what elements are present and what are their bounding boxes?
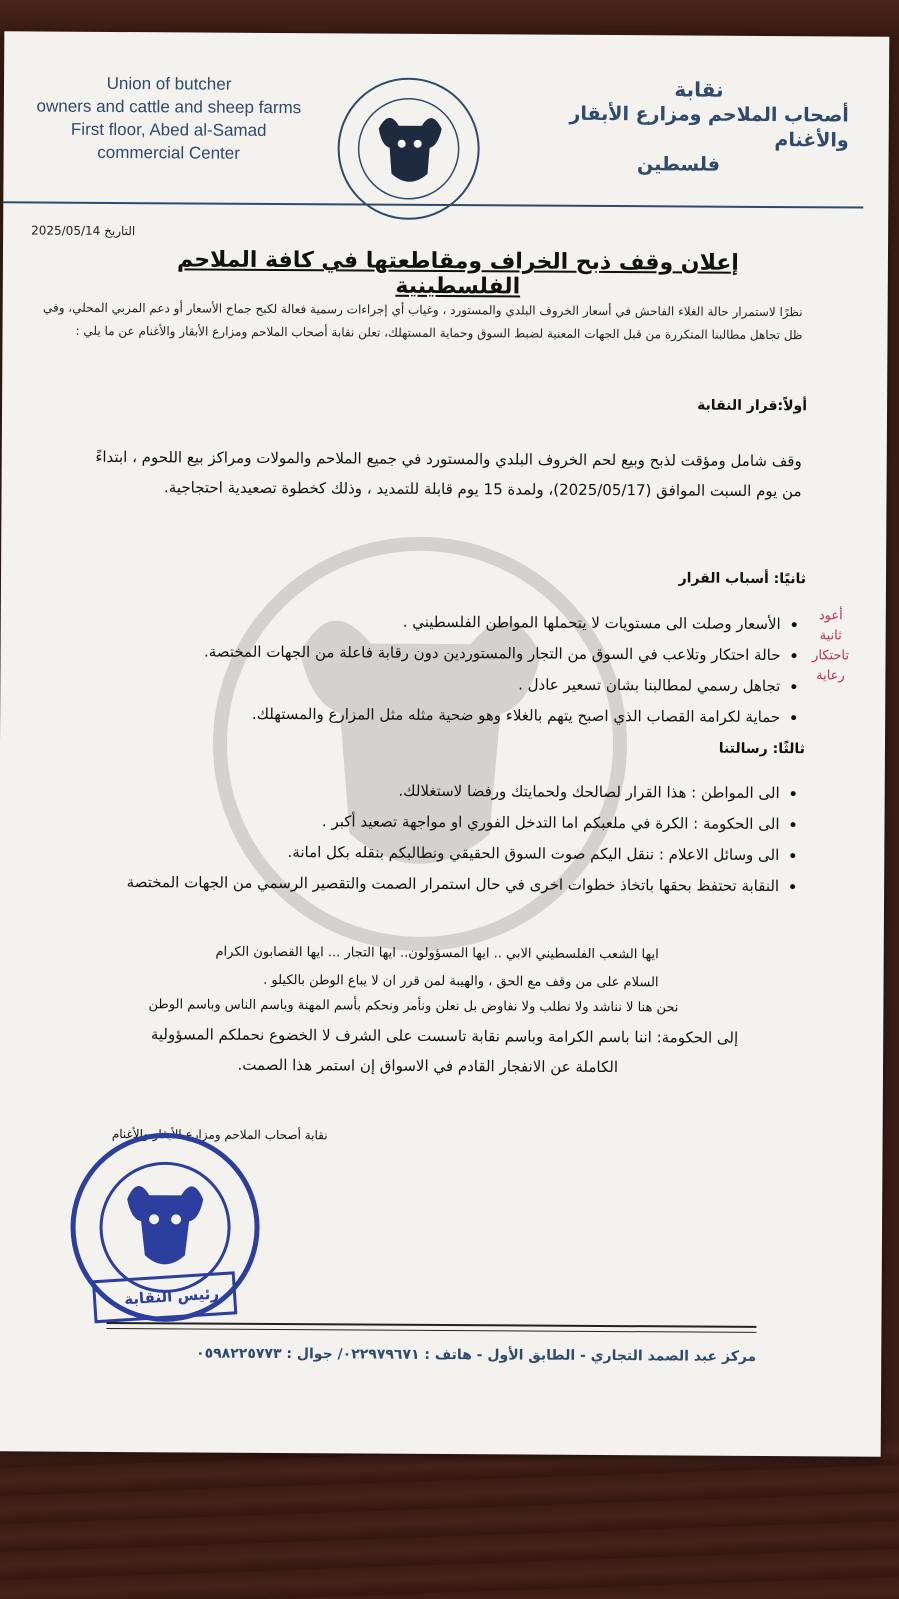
section2-heading: ثانيًا: أسباب القرار [678, 570, 807, 588]
list-item: • تجاهل رسمي لمطالبنا بشان تسعير عادل . [20, 666, 780, 702]
date-line [31, 223, 135, 238]
handwritten-word: تاحتكار [812, 648, 850, 664]
header-en-line: First floor, Abed al-Samad [70, 119, 267, 140]
list-item: • النقابة تحتفظ بحقها باتخاذ خطوات اخرى في حال استمرار الصمت والتقصير الرسمي من الجهات المختصة [19, 866, 779, 902]
header-ar-line: نقابة [674, 77, 724, 102]
list-item: • حالة احتكار وتلاعب في السوق من التجار والمستوردين دون رقابة فاعلة من الجهات المختصة. [20, 635, 780, 671]
section1-heading: أولاً:قرار النقابة [697, 397, 808, 415]
section3-heading: ثالثًا: رسالتنا [718, 740, 806, 758]
section3-list [19, 773, 802, 902]
handwritten-note [795, 606, 865, 686]
handwritten-word: أعود [818, 608, 843, 624]
header-en-line: commercial Center [97, 142, 240, 163]
signature-line: نقابة أصحاب الملاحم ومزارع الأبقار والأغنام [111, 1126, 328, 1143]
date-label: التاريخ [104, 223, 136, 239]
stamp-caption: رئيس النقابة [123, 1284, 220, 1309]
union-logo-icon [333, 73, 484, 224]
closing-line4: إلى الحكومة: اننا باسم الكرامة وباسم نقابة تاسست على الشرف لا الخضوع نحملكم المسؤولية [150, 1025, 739, 1047]
list-item: • الأسعار وصلت الى مستويات لا يتحملها المواطن الفلسطيني . [21, 604, 781, 640]
header-en-line: Union of butcher [106, 73, 232, 94]
document-title: إعلان وقف ذبح الخراف ومقاطعتها في كافة الملاحم الفلسطينية [176, 247, 739, 300]
header-arabic [548, 77, 849, 179]
table-surface-bottom [0, 1440, 899, 1599]
header-ar-line: أصحاب الملاحم ومزارع الأبقار والأغنام [569, 102, 849, 152]
closing-line2: السلام على من وقف مع الحق ، والهيبة لمن قرر ان لا يباع الوطن بالكيلو . [263, 972, 659, 991]
closing-line1: ايها الشعب الفلسطيني الابي .. ايها المسؤولون.. ايها التجار ... ايها القصابون الكرام [215, 944, 659, 963]
header-ar-line: فلسطين [637, 153, 721, 176]
letter-paper [0, 31, 889, 1456]
closing-line3: نحن هنا لا نناشد ولا نطلب ولا نفاوض بل نعلن ونأمر ونحكم بأسم المهنة وباسم الناس وباسم الوطن [148, 997, 679, 1016]
list-item: • الى وسائل الاعلام : ننقل اليكم صوت السوق الحقيقي ونطالبكم بنقله بكل امانة. [19, 835, 779, 871]
closing-line5: الكاملة عن الانفجار القادم في الاسواق إن استمر هذا الصمت. [237, 1055, 619, 1077]
header-english [4, 71, 335, 165]
handwritten-word: رعاية [816, 668, 845, 684]
footer-divider [106, 1328, 756, 1333]
footer-address: مركز عبد الصمد التجاري - الطابق الأول - هاتف : ٠٢٢٩٧٩٦٧١/ جوال : ٠٥٩٨٢٢٥٧٧٣ [196, 1345, 757, 1365]
list-item: • الى المواطن : هذا القرار لصالحك ولحمايتك ورفضا لاستغلالك. [20, 773, 780, 809]
handwritten-word: ثانية [819, 628, 842, 644]
section2-list [20, 604, 803, 733]
list-item: • حماية لكرامة القصاب الذي اصبح يتهم بالغلاء وهو ضحية مثله مثل المزارع والمستهلك. [20, 697, 780, 733]
header-en-line: owners and cattle and sheep farms [36, 96, 302, 118]
date-value: 2025/05/14 [31, 223, 101, 238]
intro-paragraph: نظرًا لاستمرار حالة الغلاء الفاحش في أسعار الخروف البلدي والمستورد ، وغياب أي إجراءات رسمية فعالة لكبح جماح الأسعار أو دعم المربي المحلي، وفي ظل تجاهل مطالبنا المتكررة من قبل الجهات المعنية لضبط السوق وحماية المستهلك، تعلن نقابة أصحاب الملاحم ومزارع الأبقار والأغنام عن ما يلي : [42, 300, 803, 343]
section1-body: وقف شامل ومؤقت لذبح وبيع لحم الخروف البلدي والمستورد في جميع الملاحم والمولات ومراكز بيع اللحوم ، ابتداءً من يوم السبت الموافق (2025/05/17)، ولمدة 15 يوم قابلة للتمديد ، وذلك كخطوة تصعيدية احتجاجية. [95, 447, 802, 501]
list-item: • الى الحكومة : الكرة في ملعبكم اما التدخل الفوري او مواجهة تصعيد أكبر . [19, 804, 779, 840]
